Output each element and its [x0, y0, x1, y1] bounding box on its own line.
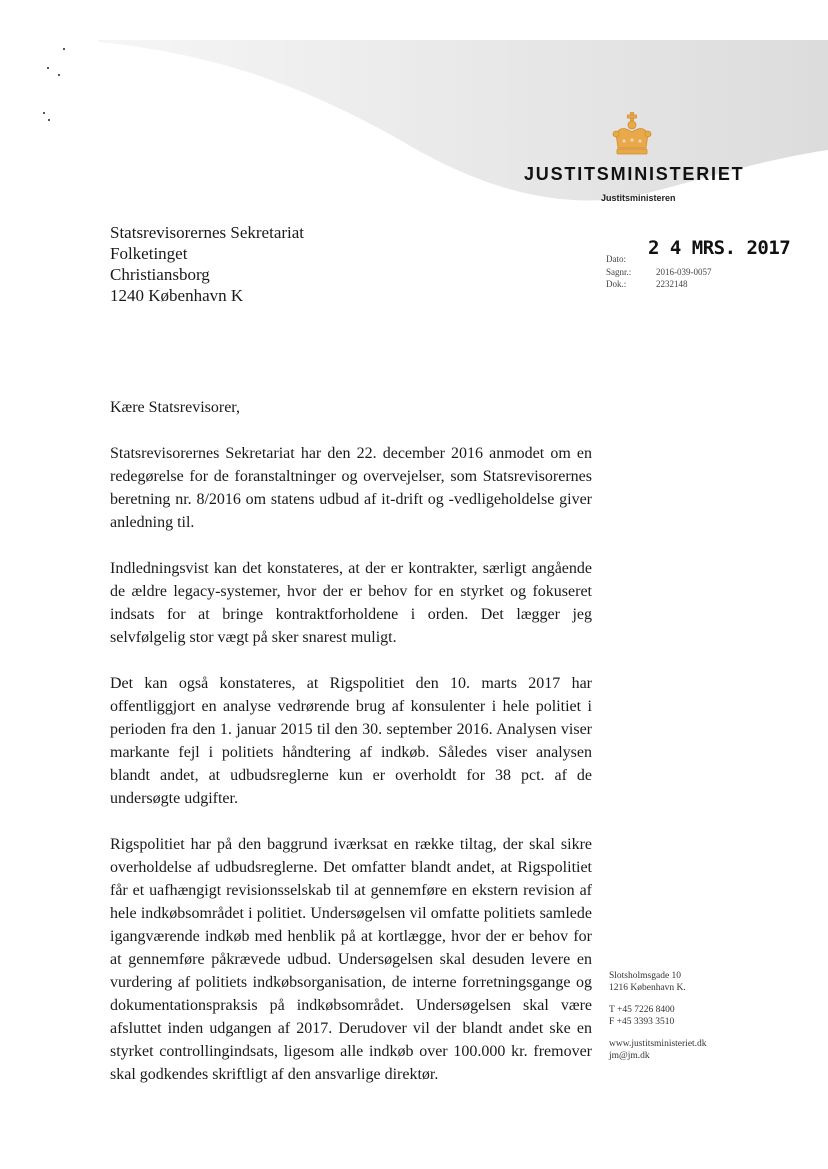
paragraph: Rigspolitiet har på den baggrund iværksat en række tiltag, der skal sikre overholdelse af udbudsreglerne. Det omfatter blandt andet, at Rigspolitiet får et uafhængigt revisionsselskab til at gennemføre en ekstern revision af hele indkøbsområdet i politiet. Undersøgelsen vil omfatte politiets samlede igangværende indkøb med henblik på at kortlægge, hvor der er behov for at gennemføre påkrævede udbud. Undersøgelsen skal desuden levere en vurdering af politiets indkøbsorganisation, de interne forretningsgange og dokumentationspraksis på indkøbsområdet. Undersøgelsen skal være afsluttet inden udgangen af 2017. Derudover vil der blandt andet ske en styrket controllingindsats, ligesom alle indkøb over 100.000 kr. fremover skal godkendes skriftligt af den ansvarlige direktør.	[110, 836, 592, 1083]
scan-speck	[47, 67, 49, 69]
website-link[interactable]: www.justitsministeriet.dk	[609, 1039, 707, 1049]
recipient-line: 1240 København K	[110, 286, 244, 305]
email-link[interactable]: jm@jm.dk	[609, 1051, 650, 1061]
recipient-line: Statsrevisorernes Sekretariat	[110, 223, 305, 242]
paragraph: Statsrevisorernes Sekretariat har den 22. december 2016 anmodet om en redegørelse for de foranstaltninger og overvejelser, som Statsrevisorernes beretning nr. 8/2016 om statens udbud af it-drift og -vedligeholdelse giver anledning til.	[110, 445, 592, 531]
date-label: Dato:	[606, 254, 626, 264]
recipient-line: Folketinget	[110, 244, 188, 263]
date-stamp: 2 4 MRS. 2017	[648, 237, 791, 259]
ministry-name: JUSTITSMINISTERIET	[524, 164, 745, 184]
royal-crown-logo	[612, 112, 652, 162]
case-number-label: Sagnr.:	[606, 267, 632, 277]
paragraph: Det kan også konstateres, at Rigspolitiet den 10. marts 2017 har offentliggjort en analyse vedrørende brug af konsulenter i hele politiet i perioden fra den 1. januar 2015 til den 30. september 2016. Analysen viser markante fejl i politiets håndtering af indkøb. Således viser analysen blandt andet, at udbudsreglerne kun er overholdt for 38 pct. af de undersøgte udgifter.	[110, 675, 592, 807]
phone-number: T +45 7226 8400	[609, 1005, 675, 1015]
case-number-value: 2016-039-0057	[656, 267, 712, 277]
recipient-address	[110, 222, 304, 306]
paragraph: Indledningsvist kan det konstateres, at der er kontrakter, særligt angående de ældre legacy-systemer, hvor der er behov for en styrket og fokuseret indsats for at bringe kontraktforholdene i orden. Det lægger jeg selvfølgelig stor vægt på sker snarest muligt.	[110, 560, 592, 646]
scan-speck	[43, 112, 45, 114]
letter-body	[110, 396, 592, 1086]
scan-speck	[63, 48, 65, 50]
recipient-line: Christiansborg	[110, 265, 210, 284]
document-number-label: Dok.:	[606, 279, 627, 289]
salutation: Kære Statsrevisorer,	[110, 399, 240, 416]
ministry-office: Justitsministeren	[601, 193, 676, 203]
letterhead-wave-background	[0, 0, 828, 260]
ministry-contact-info	[609, 970, 707, 1062]
document-number-value: 2232148	[656, 279, 688, 289]
scan-speck	[58, 74, 60, 76]
city-address: 1216 København K.	[609, 983, 686, 993]
scan-speck	[48, 119, 50, 121]
fax-number: F +45 3393 3510	[609, 1017, 675, 1027]
street-address: Slotsholmsgade 10	[609, 971, 682, 981]
